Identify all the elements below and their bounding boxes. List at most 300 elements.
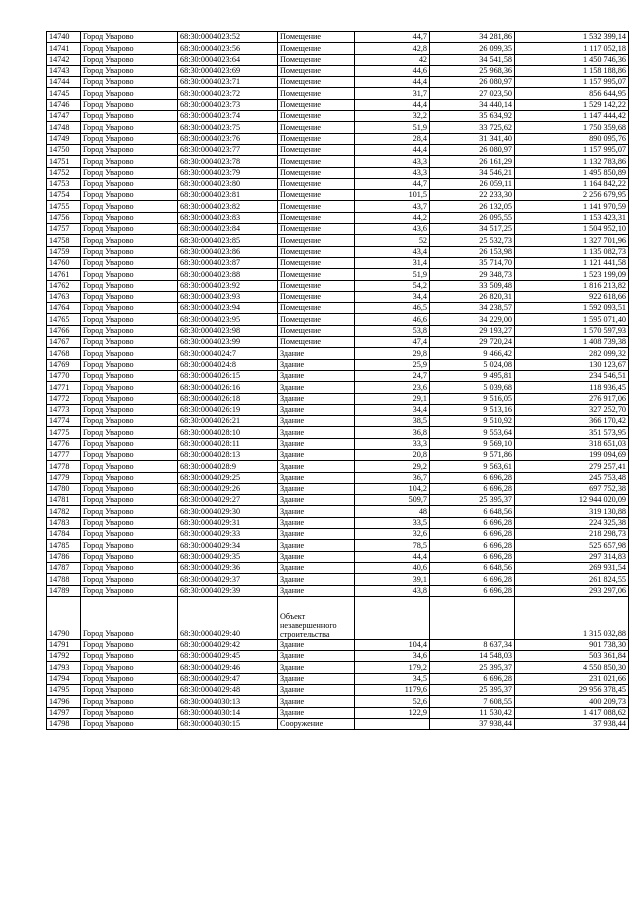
row-number-cell: 14779 [47,472,81,483]
locality-cell: Город Уварово [81,99,178,110]
cadastral-value-cell: 29 956 378,45 [515,685,629,696]
cadastral-value-cell: 1 327 701,96 [515,235,629,246]
object-type-cell: Помещение [278,178,355,189]
specific-value-cell: 26 059,11 [430,178,515,189]
row-number-cell: 14770 [47,370,81,381]
row-number-cell: 14796 [47,696,81,707]
table-row [47,65,629,76]
area-cell: 28,4 [355,133,430,144]
cadastral-number-cell: 68:30:0004029:36 [178,562,278,573]
row-number-cell: 14761 [47,269,81,280]
object-type-cell: Здание [278,529,355,540]
specific-value-cell: 34 546,21 [430,167,515,178]
table-row [47,370,629,381]
object-type-cell: Помещение [278,325,355,336]
area-cell: 42,8 [355,43,430,54]
specific-value-cell: 9 569,10 [430,438,515,449]
cadastral-value-cell: 2 256 679,95 [515,190,629,201]
table-row [47,574,629,585]
table-row [47,190,629,201]
cadastral-number-cell: 68:30:0004023:92 [178,280,278,291]
table-row [47,461,629,472]
table-row [47,303,629,314]
specific-value-cell: 6 648,56 [430,506,515,517]
object-type-cell: Здание [278,540,355,551]
locality-cell: Город Уварово [81,167,178,178]
object-type-cell: Помещение [278,212,355,223]
cadastral-number-cell: 68:30:0004023:82 [178,201,278,212]
locality-cell: Город Уварово [81,438,178,449]
cadastral-number-cell: 68:30:0004023:80 [178,178,278,189]
cadastral-number-cell: 68:30:0004023:88 [178,269,278,280]
cadastral-value-cell: 224 325,38 [515,517,629,528]
locality-cell: Город Уварово [81,416,178,427]
table-row [47,99,629,110]
area-cell: 31,7 [355,88,430,99]
specific-value-cell: 33 725,62 [430,122,515,133]
area-cell: 33,5 [355,517,430,528]
object-type-cell: Здание [278,574,355,585]
table-row [47,685,629,696]
object-type-cell: Помещение [278,337,355,348]
specific-value-cell: 6 696,28 [430,529,515,540]
locality-cell: Город Уварово [81,651,178,662]
cadastral-value-cell: 1 157 995,07 [515,77,629,88]
cadastral-number-cell: 68:30:0004023:78 [178,156,278,167]
cadastral-value-cell: 327 252,70 [515,404,629,415]
cadastral-value-cell: 697 752,38 [515,483,629,494]
area-cell: 52 [355,235,430,246]
area-cell: 43,3 [355,167,430,178]
locality-cell: Город Уварово [81,506,178,517]
locality-cell: Город Уварово [81,662,178,673]
cadastral-number-cell: 68:30:0004023:76 [178,133,278,144]
specific-value-cell: 6 696,28 [430,540,515,551]
table-row [47,517,629,528]
object-type-cell: Здание [278,472,355,483]
area-cell: 34,5 [355,673,430,684]
object-type-cell: Здание [278,517,355,528]
row-number-cell: 14769 [47,359,81,370]
cadastral-number-cell: 68:30:0004029:30 [178,506,278,517]
cadastral-number-cell: 68:30:0004024:8 [178,359,278,370]
cadastral-value-cell: 319 130,88 [515,506,629,517]
row-number-cell: 14786 [47,551,81,562]
table-row [47,718,629,729]
cadastral-number-cell: 68:30:0004023:86 [178,246,278,257]
cadastral-value-cell: 1 117 052,18 [515,43,629,54]
object-type-cell: Помещение [278,190,355,201]
row-number-cell: 14777 [47,449,81,460]
specific-value-cell: 6 696,28 [430,673,515,684]
cadastral-number-cell: 68:30:0004023:79 [178,167,278,178]
table-row [47,404,629,415]
specific-value-cell: 9 513,16 [430,404,515,415]
locality-cell: Город Уварово [81,707,178,718]
table-row [47,269,629,280]
table-row [47,427,629,438]
row-number-cell: 14743 [47,65,81,76]
row-number-cell: 14741 [47,43,81,54]
table-body [47,32,629,730]
row-number-cell: 14793 [47,662,81,673]
object-type-cell: Здание [278,461,355,472]
locality-cell: Город Уварово [81,370,178,381]
cadastral-value-cell: 1 523 199,09 [515,269,629,280]
table-row [47,337,629,348]
locality-cell: Город Уварово [81,517,178,528]
object-type-cell: Помещение [278,88,355,99]
locality-cell: Город Уварово [81,393,178,404]
row-number-cell: 14749 [47,133,81,144]
specific-value-cell: 35 634,92 [430,111,515,122]
table-row [47,495,629,506]
specific-value-cell: 26 095,55 [430,212,515,223]
table-row [47,111,629,122]
table-row [47,585,629,596]
object-type-cell: Помещение [278,144,355,155]
locality-cell: Город Уварово [81,461,178,472]
area-cell: 43,7 [355,201,430,212]
specific-value-cell: 26 099,35 [430,43,515,54]
area-cell: 1179,6 [355,685,430,696]
area-cell: 23,6 [355,382,430,393]
locality-cell: Город Уварово [81,529,178,540]
locality-cell: Город Уварово [81,280,178,291]
row-number-cell: 14765 [47,314,81,325]
specific-value-cell: 22 233,30 [430,190,515,201]
specific-value-cell: 7 608,55 [430,696,515,707]
area-cell: 40,6 [355,562,430,573]
cadastral-value-cell: 1 147 444,42 [515,111,629,122]
cadastral-value-cell: 856 644,95 [515,88,629,99]
cadastral-value-cell: 1 529 142,22 [515,99,629,110]
locality-cell: Город Уварово [81,718,178,729]
object-type-cell: Здание [278,662,355,673]
locality-cell: Город Уварово [81,88,178,99]
cadastral-value-cell: 1 504 952,10 [515,224,629,235]
object-type-cell: Помещение [278,269,355,280]
object-type-cell: Здание [278,483,355,494]
locality-cell: Город Уварово [81,449,178,460]
object-type-cell: Помещение [278,99,355,110]
cadastral-value-cell: 1 121 441,58 [515,257,629,268]
cadastral-value-cell: 269 931,54 [515,562,629,573]
row-number-cell: 14768 [47,348,81,359]
table-row [47,359,629,370]
specific-value-cell: 6 648,56 [430,562,515,573]
object-type-cell: Помещение [278,235,355,246]
locality-cell: Город Уварово [81,337,178,348]
area-cell: 33,3 [355,438,430,449]
area-cell: 29,8 [355,348,430,359]
table-row [47,212,629,223]
table-row [47,88,629,99]
specific-value-cell: 9 495,81 [430,370,515,381]
locality-cell: Город Уварово [81,190,178,201]
specific-value-cell: 35 714,70 [430,257,515,268]
area-cell: 34,4 [355,404,430,415]
area-cell: 42 [355,54,430,65]
area-cell: 44,7 [355,178,430,189]
object-type-cell: Помещение [278,224,355,235]
cadastral-number-cell: 68:30:0004029:40 [178,596,278,639]
table-row [47,651,629,662]
specific-value-cell: 34 517,25 [430,224,515,235]
cadastral-number-cell: 68:30:0004029:46 [178,662,278,673]
locality-cell: Город Уварово [81,77,178,88]
specific-value-cell: 25 532,73 [430,235,515,246]
cadastral-number-cell: 68:30:0004023:74 [178,111,278,122]
locality-cell: Город Уварово [81,54,178,65]
object-type-cell: Помещение [278,303,355,314]
table-row [47,280,629,291]
table-row [47,77,629,88]
cadastral-value-cell: 1 132 783,86 [515,156,629,167]
cadastral-number-cell: 68:30:0004023:56 [178,43,278,54]
row-number-cell: 14751 [47,156,81,167]
object-type-cell: Помещение [278,65,355,76]
cadastral-number-cell: 68:30:0004028:13 [178,449,278,460]
locality-cell: Город Уварово [81,673,178,684]
cadastral-value-cell: 1 450 746,36 [515,54,629,65]
locality-cell: Город Уварово [81,562,178,573]
table-row [47,235,629,246]
row-number-cell: 14775 [47,427,81,438]
object-type-cell: Помещение [278,32,355,43]
cadastral-number-cell: 68:30:0004023:98 [178,325,278,336]
specific-value-cell: 9 571,86 [430,449,515,460]
area-cell: 34,6 [355,651,430,662]
object-type-cell: Помещение [278,314,355,325]
row-number-cell: 14798 [47,718,81,729]
cadastral-number-cell: 68:30:0004029:47 [178,673,278,684]
area-cell: 179,2 [355,662,430,673]
cadastral-number-cell: 68:30:0004023:69 [178,65,278,76]
row-number-cell: 14742 [47,54,81,65]
object-type-cell: Здание [278,651,355,662]
row-number-cell: 14740 [47,32,81,43]
area-cell: 32,6 [355,529,430,540]
cadastral-number-cell: 68:30:0004029:37 [178,574,278,585]
locality-cell: Город Уварово [81,303,178,314]
specific-value-cell: 9 553,64 [430,427,515,438]
specific-value-cell: 9 466,42 [430,348,515,359]
row-number-cell: 14781 [47,495,81,506]
object-type-cell: Сооружение [278,718,355,729]
specific-value-cell: 5 024,08 [430,359,515,370]
table-row [47,246,629,257]
cadastral-number-cell: 68:30:0004030:13 [178,696,278,707]
table-row [47,540,629,551]
cadastral-value-cell: 245 753,48 [515,472,629,483]
specific-value-cell: 9 563,61 [430,461,515,472]
cadastral-value-cell: 130 123,67 [515,359,629,370]
area-cell [355,596,430,639]
cadastral-value-cell: 1 750 359,68 [515,122,629,133]
object-type-cell: Здание [278,495,355,506]
table-row [47,696,629,707]
table-row [47,54,629,65]
area-cell: 104,4 [355,639,430,650]
area-cell: 36,8 [355,427,430,438]
cadastral-value-cell: 318 651,03 [515,438,629,449]
cadastral-value-cell: 1 532 399,14 [515,32,629,43]
specific-value-cell: 26 153,98 [430,246,515,257]
cadastral-number-cell: 68:30:0004023:93 [178,291,278,302]
locality-cell: Город Уварово [81,551,178,562]
locality-cell: Город Уварово [81,43,178,54]
object-type-cell: Здание [278,370,355,381]
cadastral-number-cell: 68:30:0004023:87 [178,257,278,268]
table-row [47,506,629,517]
cadastral-value-cell: 922 618,66 [515,291,629,302]
locality-cell: Город Уварово [81,224,178,235]
specific-value-cell: 26 080,97 [430,144,515,155]
cadastral-value-cell: 366 170,42 [515,416,629,427]
row-number-cell: 14756 [47,212,81,223]
row-number-cell: 14795 [47,685,81,696]
specific-value-cell: 26 161,29 [430,156,515,167]
cadastral-value-cell: 282 099,32 [515,348,629,359]
locality-cell: Город Уварово [81,495,178,506]
object-type-cell: Здание [278,416,355,427]
cadastral-number-cell: 68:30:0004023:83 [178,212,278,223]
locality-cell: Город Уварово [81,483,178,494]
cadastral-number-cell: 68:30:0004028:10 [178,427,278,438]
cadastral-value-cell: 1 158 188,86 [515,65,629,76]
row-number-cell: 14759 [47,246,81,257]
area-cell: 44,6 [355,65,430,76]
table-row [47,167,629,178]
area-cell: 39,1 [355,574,430,585]
cadastral-number-cell: 68:30:0004026:18 [178,393,278,404]
cadastral-value-cell: 503 361,84 [515,651,629,662]
row-number-cell: 14794 [47,673,81,684]
cadastral-value-cell: 37 938,44 [515,718,629,729]
object-type-cell: Помещение [278,156,355,167]
cadastral-number-cell: 68:30:0004026:21 [178,416,278,427]
area-cell: 51,9 [355,269,430,280]
specific-value-cell: 6 696,28 [430,551,515,562]
row-number-cell: 14746 [47,99,81,110]
locality-cell: Город Уварово [81,540,178,551]
specific-value-cell: 25 395,37 [430,662,515,673]
specific-value-cell: 8 637,34 [430,639,515,650]
cadastral-value-cell: 118 936,45 [515,382,629,393]
specific-value-cell: 14 548,03 [430,651,515,662]
locality-cell: Город Уварово [81,156,178,167]
locality-cell: Город Уварово [81,32,178,43]
cadastral-value-cell: 1 592 093,51 [515,303,629,314]
locality-cell: Город Уварово [81,201,178,212]
locality-cell: Город Уварово [81,314,178,325]
cadastral-value-cell: 1 157 995,07 [515,144,629,155]
area-cell: 44,4 [355,551,430,562]
object-type-cell: Здание [278,551,355,562]
area-cell: 32,2 [355,111,430,122]
object-type-cell: Здание [278,393,355,404]
object-type-cell: Здание [278,382,355,393]
specific-value-cell: 33 509,48 [430,280,515,291]
area-cell: 509,7 [355,495,430,506]
table-row [47,382,629,393]
cadastral-value-cell: 1 495 850,89 [515,167,629,178]
locality-cell: Город Уварово [81,359,178,370]
specific-value-cell: 25 395,37 [430,685,515,696]
object-type-cell: Здание [278,449,355,460]
area-cell: 53,8 [355,325,430,336]
area-cell: 44,2 [355,212,430,223]
area-cell: 34,4 [355,291,430,302]
table-row [47,416,629,427]
row-number-cell: 14785 [47,540,81,551]
table-row [47,596,629,639]
locality-cell: Город Уварово [81,427,178,438]
row-number-cell: 14780 [47,483,81,494]
object-type-cell: Здание [278,639,355,650]
table-row [47,393,629,404]
area-cell: 122,9 [355,707,430,718]
cadastral-number-cell: 68:30:0004029:35 [178,551,278,562]
cadastral-number-cell: 68:30:0004023:77 [178,144,278,155]
cadastral-number-cell: 68:30:0004023:52 [178,32,278,43]
cadastral-value-cell: 1 570 597,93 [515,325,629,336]
object-type-cell: Здание [278,427,355,438]
object-type-cell: Помещение [278,77,355,88]
cadastral-value-cell: 276 917,06 [515,393,629,404]
specific-value-cell: 31 341,40 [430,133,515,144]
cadastral-value-cell: 218 298,73 [515,529,629,540]
object-type-cell: Здание [278,562,355,573]
object-type-cell: Объект незавершенного строительства [278,596,355,639]
area-cell: 38,5 [355,416,430,427]
specific-value-cell: 6 696,28 [430,483,515,494]
area-cell: 43,6 [355,224,430,235]
cadastral-number-cell: 68:30:0004029:27 [178,495,278,506]
cadastral-number-cell: 68:30:0004029:48 [178,685,278,696]
area-cell: 36,7 [355,472,430,483]
area-cell: 24,7 [355,370,430,381]
object-type-cell: Помещение [278,246,355,257]
cadastral-number-cell: 68:30:0004023:99 [178,337,278,348]
table-row [47,348,629,359]
cadastral-number-cell: 68:30:0004026:16 [178,382,278,393]
area-cell: 43,4 [355,246,430,257]
locality-cell: Город Уварово [81,144,178,155]
table-row [47,639,629,650]
specific-value-cell: 9 510,92 [430,416,515,427]
specific-value-cell: 11 530,42 [430,707,515,718]
specific-value-cell: 6 696,28 [430,585,515,596]
cadastral-number-cell: 68:30:0004029:33 [178,529,278,540]
table-row [47,551,629,562]
cadastral-number-cell: 68:30:0004026:19 [178,404,278,415]
area-cell: 52,6 [355,696,430,707]
row-number-cell: 14750 [47,144,81,155]
cadastral-value-cell: 901 738,30 [515,639,629,650]
cadastral-value-cell: 1 135 082,73 [515,246,629,257]
locality-cell: Город Уварово [81,133,178,144]
locality-cell: Город Уварово [81,235,178,246]
cadastral-value-cell: 1 164 842,22 [515,178,629,189]
area-cell: 44,4 [355,144,430,155]
table-row [47,133,629,144]
locality-cell: Город Уварово [81,269,178,280]
table-row [47,562,629,573]
area-cell: 46,5 [355,303,430,314]
locality-cell: Город Уварово [81,212,178,223]
